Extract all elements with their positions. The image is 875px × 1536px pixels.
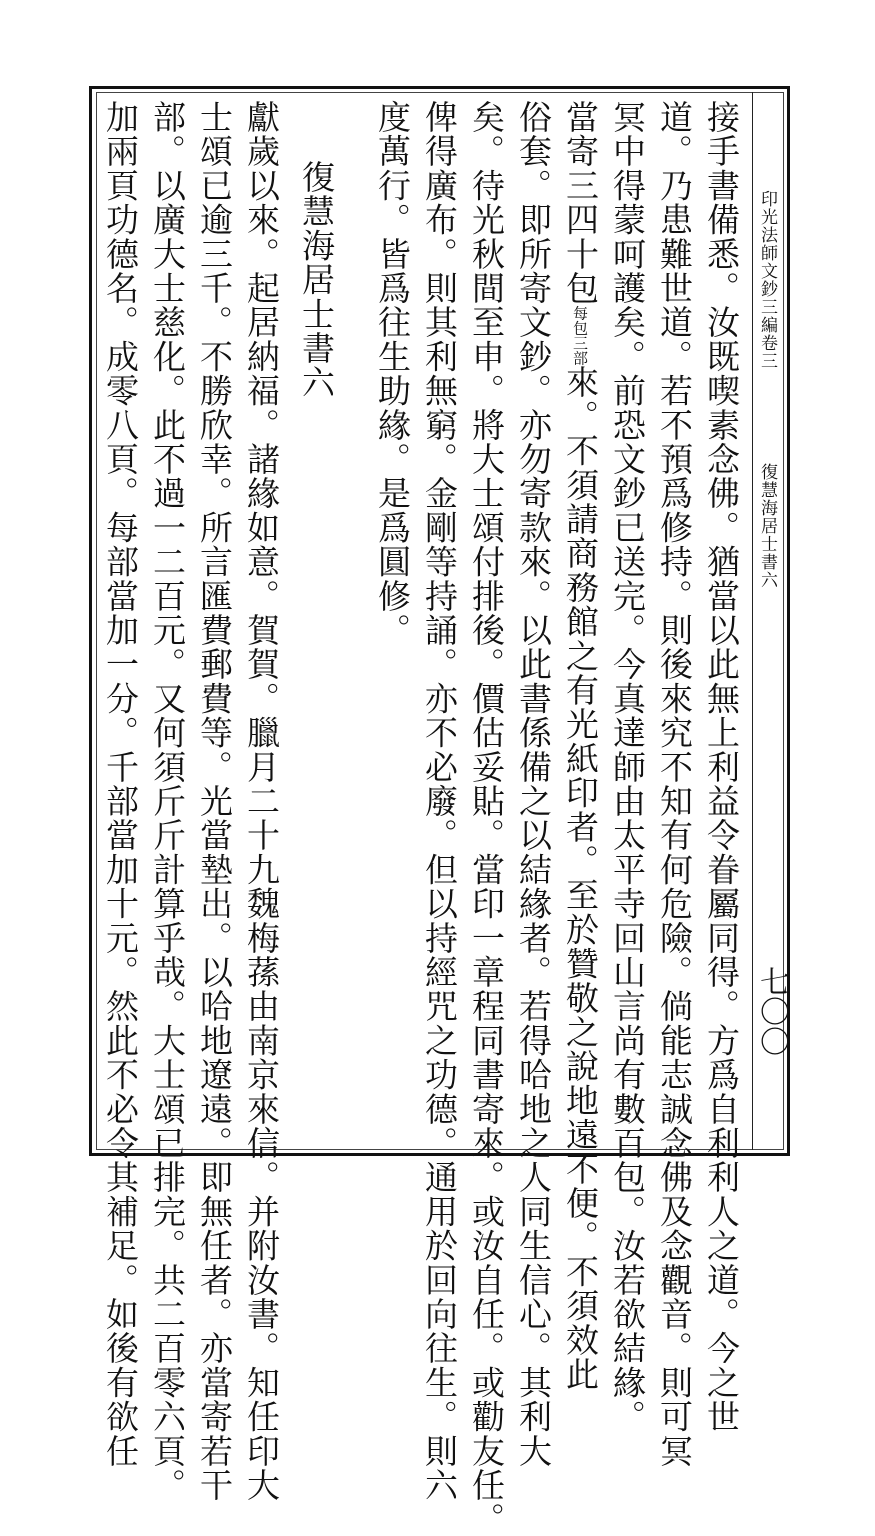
text-column-5: 俗套。即所寄文鈔。亦勿寄款來。以此書係備之以結緣者。若得哈地之人同生信心。其利大 bbox=[514, 100, 553, 1468]
letter-heading: 復慧海居士書六 bbox=[297, 160, 336, 400]
text-column-4 bbox=[561, 100, 600, 1392]
text-column-7: 俾得廣布。則其利無窮。金剛等持誦。亦不必廢。但以持經咒之功德。通用於回向往生。則六 bbox=[420, 100, 459, 1503]
page-number: 七〇〇 bbox=[754, 966, 789, 1056]
text-column-6: 矣。待光秋間至申。將大士頌付排後。價估妥貼。當印一章程同書寄來。或汝自任。或勸友任。 bbox=[467, 100, 506, 1536]
text-column-8: 度萬行。皆爲往生助緣。是爲圓修。 bbox=[373, 100, 412, 648]
inline-note: 每包三部 bbox=[571, 305, 589, 366]
text-column-12: 部。以廣大士慈化。此不過一二百元。又何須斤斤計算乎哉。大士頌已排完。共二百零六頁。 bbox=[148, 100, 187, 1503]
text-column-3: 冥中得蒙呵護矣。前恐文鈔已送完。今真達師由太平寺回山言尚有數百包。汝若欲結緣。 bbox=[608, 100, 647, 1434]
text-column-10: 獻歲以來。起居納福。諸緣如意。賀賀。臘月二十九魏梅蓀由南京來信。并附汝書。知任印大 bbox=[242, 100, 281, 1503]
text-column-2: 道。乃患難世道。若不預爲修持。則後來究不知有何危險。倘能志誠念佛及念觀音。則可冥 bbox=[655, 100, 694, 1468]
running-head-section-title: 復慧海居士書六 bbox=[757, 463, 777, 589]
text-column-11: 士頌已逾三千。不勝欣幸。所言匯費郵費等。光當墊出。以哈地遼遠。即無任者。亦當寄若干 bbox=[195, 100, 234, 1503]
text-column-13: 加兩頁功德名。成零八頁。每部當加一分。千部當加十元。然此不必令其補足。如後有欲任 bbox=[101, 100, 140, 1468]
text-column-4-after-note: 來。不須請商務館之有光紙印者。至於贊敬之說地遠不便。不須效此 bbox=[561, 365, 600, 1392]
running-head-book-title: 印光法師文鈔三編卷三 bbox=[757, 190, 777, 370]
text-column-1: 接手書備悉。汝既喫素念佛。猶當以此無上利益令眷屬同得。方爲自利利人之道。今之世 bbox=[702, 100, 741, 1434]
text-column-4-before-note: 當寄三四十包 bbox=[561, 100, 600, 306]
margin-divider bbox=[752, 92, 753, 1150]
